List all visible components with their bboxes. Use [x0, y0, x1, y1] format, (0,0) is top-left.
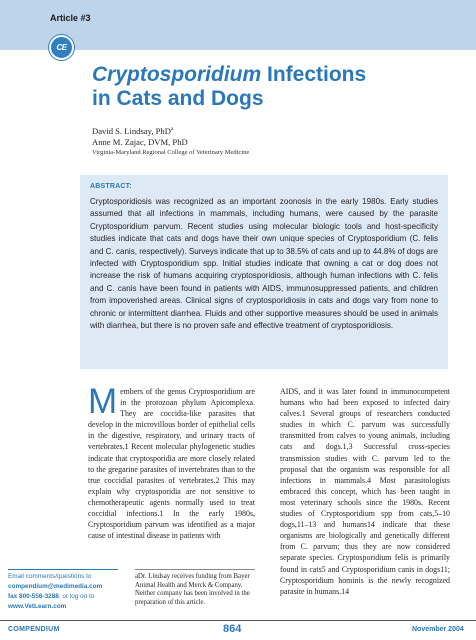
- title-genus: Cryptosporidium: [92, 63, 262, 86]
- affiliation: Virginia-Maryland Regional College of Veterinary Medicine: [92, 149, 250, 156]
- drop-cap: M: [88, 382, 118, 421]
- fax-number: fax 800-556-3288: [8, 593, 59, 600]
- body-column-1-text: embers of the genus Cryptosporidium are in the protozoan phylum Apicomplexa. They are coccidia-like parasites that develop in the microvillous border of epithelial cells in the digestive, respiratory, and urinary tracts of vertebrates.1 Recent molecular phylogenetic studies indicate that cryptosporidia are more closely related to the gregarine parasites of invertebrates than to the true coccidial parasites of vertebrates.2 This may explain why cryptosporidia are not sensitive to chemotherapeutic agents normally used to treat coccidial infections.1 In the early 1980s, Cryptosporidium parvum was identified as a major cause of intestinal disease in patients with: [88, 387, 255, 541]
- website-link[interactable]: www.VetLearn.com: [8, 603, 67, 610]
- author-2: Anne M. Zajac, DVM, PhD: [92, 136, 188, 147]
- footer-rule: [0, 620, 476, 621]
- footnote-rule: [135, 569, 255, 570]
- sidebar-rule: [8, 569, 118, 570]
- body-column-1: [88, 382, 255, 541]
- page-number: 864: [223, 623, 242, 635]
- funding-footnote: aDr. Lindsay receives funding from Bayer Animal Health and Merck & Company. Neither company has been involved in the preparation of this article.: [135, 573, 250, 606]
- author-list: [92, 124, 432, 148]
- title-line1-rest: Infections: [261, 63, 367, 86]
- abstract-text: Cryptosporidiosis was recognized as an important zoonosis in the early 1980s. Early studies assumed that all infections in mammals, including humans, were caused by the parasite Cryptosporidium parvum. Recent studies using molecular biologic tools and host-specificity studies indicate that cats and dogs have their own unique species of Cryptosporidium (C. felis and C. canis, respectively). Surveys indicate that up to 38.5% of cats and up to 44.8% of dogs are infected with Cryptosporidium spp. Initial studies indicate that owning a cat or dog does not increase the risk of humans acquiring cryptosporidiosis, although human infections with C. felis and C. canis have been found in patients with AIDS, immunosuppressed patients, and children from impoverished areas. Clinical signs of cryptosporidiosis in cats and dogs vary from none to chronic or intermittent diarrhea. Fluids and other supportive measures should be used in animals with diarrhea, but there is no proven safe and effective treatment of cryptosporidiosis.: [90, 197, 439, 331]
- body-column-2: AIDS, and it was later found in immunocompetent humans who had been exposed to infected dairy calves.1 Several groups of researchers conducted studies in which C. parvum was successfully transmitted from calves to young animals, including cats and dogs.1,3 Successful cross-species transmission studies with C. parvum led to the proposal that the organism was responsible for all infections in mammals.4 Most parasitologists embraced this concept, which has been taught in most veterinary schools since the 1980s. Recent studies of Cryptosporidium spp from cats,5–10 dogs,11–13 and humans14 indicate that these organisms are biologically and genetically different from C. parvum; thus they are now considered separate species. Cryptosporidium felis is primarily found in cats5 and Cryptosporidium canis in dogs11; Cryptosporidium hominis is the newly recognized parasite in humans.14: [280, 387, 450, 596]
- journal-name: COMPENDIUM: [8, 626, 60, 633]
- contact-sidebar: [8, 572, 120, 612]
- ce-badge: CE: [49, 35, 74, 60]
- article-title: [92, 63, 452, 111]
- email-link[interactable]: compendium@medimedia.com: [8, 583, 103, 590]
- author-1-footnote-mark: a: [170, 127, 174, 132]
- contact-intro: Email comments/questions to: [8, 573, 92, 580]
- author-1: David S. Lindsay, PhD: [92, 125, 171, 136]
- contact-mid: , or log on to: [58, 593, 95, 600]
- article-label: Article #3: [50, 13, 91, 23]
- title-line2: in Cats and Dogs: [92, 87, 264, 110]
- issue-date: November 2004: [412, 626, 464, 633]
- abstract-heading: ABSTRACT:: [90, 183, 132, 190]
